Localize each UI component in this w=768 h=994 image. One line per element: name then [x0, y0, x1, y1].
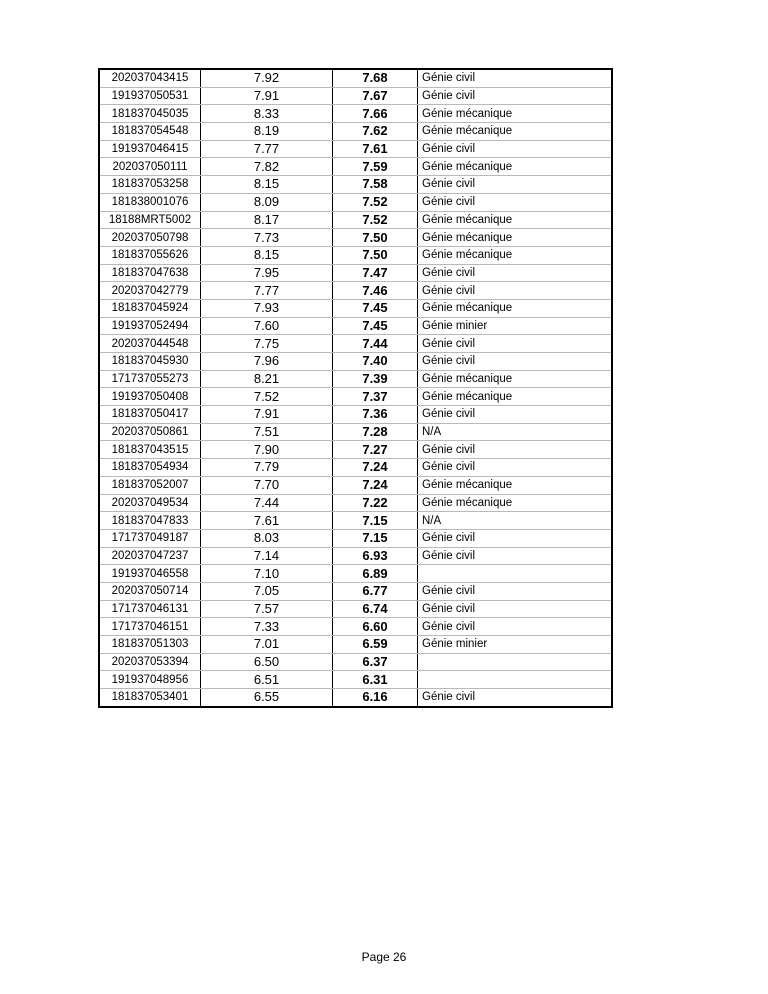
cell-score: 6.60 [333, 618, 418, 636]
cell-score: 7.15 [333, 512, 418, 530]
table-row [99, 689, 612, 707]
cell-student-id: 191937050531 [99, 87, 201, 105]
cell-department: Génie civil [418, 618, 613, 636]
table-row [99, 158, 612, 176]
cell-average: 7.14 [201, 547, 333, 565]
cell-department: Génie civil [418, 441, 613, 459]
cell-department: Génie civil [418, 193, 613, 211]
table-row [99, 653, 612, 671]
cell-department: Génie civil [418, 600, 613, 618]
cell-student-id: 191937046415 [99, 140, 201, 158]
cell-score: 7.67 [333, 87, 418, 105]
cell-department: Génie mécanique [418, 158, 613, 176]
cell-score: 7.66 [333, 105, 418, 123]
table-row [99, 636, 612, 654]
cell-score: 7.40 [333, 353, 418, 371]
table-row [99, 353, 612, 371]
cell-average: 6.51 [201, 671, 333, 689]
cell-average: 8.33 [201, 105, 333, 123]
table-row [99, 140, 612, 158]
table-row [99, 193, 612, 211]
cell-average: 7.73 [201, 229, 333, 247]
table-row [99, 264, 612, 282]
cell-average: 6.55 [201, 689, 333, 707]
cell-student-id: 181837047833 [99, 512, 201, 530]
cell-score: 7.52 [333, 193, 418, 211]
cell-average: 8.19 [201, 123, 333, 141]
cell-department: Génie civil [418, 335, 613, 353]
cell-student-id: 18188MRT5002 [99, 211, 201, 229]
table-row [99, 211, 612, 229]
cell-department: Génie minier [418, 317, 613, 335]
cell-score: 7.68 [333, 69, 418, 87]
table-row [99, 388, 612, 406]
cell-score: 7.36 [333, 406, 418, 424]
cell-score: 7.52 [333, 211, 418, 229]
cell-department: Génie mécanique [418, 494, 613, 512]
cell-student-id: 181837054934 [99, 459, 201, 477]
cell-score: 7.45 [333, 299, 418, 317]
cell-score: 7.37 [333, 388, 418, 406]
cell-score: 7.44 [333, 335, 418, 353]
cell-department: Génie civil [418, 547, 613, 565]
cell-student-id: 191937048956 [99, 671, 201, 689]
table-row [99, 600, 612, 618]
table-row [99, 69, 612, 87]
cell-average: 8.03 [201, 529, 333, 547]
cell-department: N/A [418, 512, 613, 530]
cell-average: 7.75 [201, 335, 333, 353]
table-row [99, 176, 612, 194]
cell-score: 7.59 [333, 158, 418, 176]
cell-score: 6.74 [333, 600, 418, 618]
cell-average: 7.10 [201, 565, 333, 583]
cell-score: 6.16 [333, 689, 418, 707]
cell-student-id: 202037043415 [99, 69, 201, 87]
cell-score: 6.59 [333, 636, 418, 654]
cell-average: 6.50 [201, 653, 333, 671]
cell-score: 7.39 [333, 370, 418, 388]
cell-student-id: 202037049534 [99, 494, 201, 512]
cell-average: 7.93 [201, 299, 333, 317]
cell-average: 8.21 [201, 370, 333, 388]
cell-student-id: 181837054548 [99, 123, 201, 141]
cell-department: Génie civil [418, 140, 613, 158]
cell-average: 7.33 [201, 618, 333, 636]
cell-student-id: 202037050714 [99, 582, 201, 600]
cell-average: 7.95 [201, 264, 333, 282]
cell-student-id: 181837045035 [99, 105, 201, 123]
table-row [99, 370, 612, 388]
cell-department: Génie civil [418, 406, 613, 424]
cell-student-id: 202037042779 [99, 282, 201, 300]
cell-average: 7.92 [201, 69, 333, 87]
cell-score: 7.24 [333, 459, 418, 477]
cell-score: 7.28 [333, 423, 418, 441]
table-row [99, 317, 612, 335]
cell-student-id: 202037044548 [99, 335, 201, 353]
cell-department: Génie mécanique [418, 105, 613, 123]
cell-score: 6.89 [333, 565, 418, 583]
cell-score: 7.47 [333, 264, 418, 282]
table-row [99, 423, 612, 441]
table-row [99, 335, 612, 353]
cell-average: 7.61 [201, 512, 333, 530]
cell-student-id: 181837051303 [99, 636, 201, 654]
cell-score: 7.24 [333, 476, 418, 494]
cell-department: Génie civil [418, 529, 613, 547]
cell-student-id: 181837045924 [99, 299, 201, 317]
cell-department [418, 565, 613, 583]
cell-student-id: 181837050417 [99, 406, 201, 424]
cell-score: 7.45 [333, 317, 418, 335]
table-row [99, 547, 612, 565]
table-row [99, 105, 612, 123]
cell-average: 7.77 [201, 140, 333, 158]
table-row [99, 476, 612, 494]
table-row [99, 406, 612, 424]
table-row [99, 299, 612, 317]
cell-department: Génie civil [418, 176, 613, 194]
cell-average: 7.44 [201, 494, 333, 512]
cell-score: 7.50 [333, 229, 418, 247]
cell-student-id: 171737049187 [99, 529, 201, 547]
cell-score: 7.62 [333, 123, 418, 141]
table-row [99, 671, 612, 689]
table-row [99, 229, 612, 247]
cell-student-id: 181837045930 [99, 353, 201, 371]
cell-average: 7.60 [201, 317, 333, 335]
cell-average: 8.15 [201, 246, 333, 264]
cell-department: Génie civil [418, 264, 613, 282]
cell-student-id: 202037053394 [99, 653, 201, 671]
cell-student-id: 181837047638 [99, 264, 201, 282]
cell-student-id: 171737055273 [99, 370, 201, 388]
cell-average: 7.96 [201, 353, 333, 371]
cell-average: 7.57 [201, 600, 333, 618]
cell-average: 7.01 [201, 636, 333, 654]
cell-department: Génie mécanique [418, 476, 613, 494]
cell-average: 7.79 [201, 459, 333, 477]
cell-score: 7.27 [333, 441, 418, 459]
cell-average: 7.05 [201, 582, 333, 600]
cell-student-id: 181837052007 [99, 476, 201, 494]
cell-average: 7.77 [201, 282, 333, 300]
cell-average: 7.51 [201, 423, 333, 441]
cell-student-id: 202037050861 [99, 423, 201, 441]
cell-department: Génie civil [418, 282, 613, 300]
page-number: Page 26 [361, 950, 407, 964]
cell-average: 7.91 [201, 87, 333, 105]
cell-department: Génie civil [418, 87, 613, 105]
table-row [99, 459, 612, 477]
cell-average: 7.52 [201, 388, 333, 406]
cell-student-id: 181838001076 [99, 193, 201, 211]
cell-student-id: 171737046151 [99, 618, 201, 636]
cell-student-id: 181837053258 [99, 176, 201, 194]
cell-score: 6.77 [333, 582, 418, 600]
cell-student-id: 202037050111 [99, 158, 201, 176]
table-row [99, 582, 612, 600]
cell-average: 7.70 [201, 476, 333, 494]
table-row [99, 529, 612, 547]
table-row [99, 441, 612, 459]
cell-department: Génie mécanique [418, 299, 613, 317]
cell-score: 7.15 [333, 529, 418, 547]
cell-student-id: 171737046131 [99, 600, 201, 618]
cell-department: Génie mécanique [418, 123, 613, 141]
cell-department: Génie mécanique [418, 229, 613, 247]
cell-score: 6.37 [333, 653, 418, 671]
cell-average: 8.09 [201, 193, 333, 211]
cell-department: Génie civil [418, 459, 613, 477]
cell-student-id: 181837043515 [99, 441, 201, 459]
cell-score: 7.58 [333, 176, 418, 194]
cell-department: Génie mécanique [418, 246, 613, 264]
cell-department [418, 653, 613, 671]
cell-department: Génie civil [418, 69, 613, 87]
cell-average: 7.91 [201, 406, 333, 424]
table-row [99, 565, 612, 583]
cell-score: 7.50 [333, 246, 418, 264]
cell-department: N/A [418, 423, 613, 441]
table-body [99, 69, 612, 707]
cell-score: 7.61 [333, 140, 418, 158]
cell-department: Génie minier [418, 636, 613, 654]
results-table [98, 68, 613, 708]
cell-score: 6.93 [333, 547, 418, 565]
cell-student-id: 191937046558 [99, 565, 201, 583]
cell-student-id: 181837055626 [99, 246, 201, 264]
cell-average: 8.17 [201, 211, 333, 229]
cell-average: 8.15 [201, 176, 333, 194]
table-row [99, 123, 612, 141]
cell-student-id: 202037050798 [99, 229, 201, 247]
cell-average: 7.82 [201, 158, 333, 176]
table-row [99, 282, 612, 300]
cell-score: 7.22 [333, 494, 418, 512]
cell-department: Génie mécanique [418, 388, 613, 406]
cell-department: Génie civil [418, 582, 613, 600]
cell-student-id: 191937052494 [99, 317, 201, 335]
cell-student-id: 181837053401 [99, 689, 201, 707]
cell-department: Génie civil [418, 353, 613, 371]
cell-average: 7.90 [201, 441, 333, 459]
table-row [99, 87, 612, 105]
cell-student-id: 191937050408 [99, 388, 201, 406]
cell-score: 7.46 [333, 282, 418, 300]
cell-department: Génie mécanique [418, 370, 613, 388]
cell-score: 6.31 [333, 671, 418, 689]
table-row [99, 512, 612, 530]
cell-department: Génie mécanique [418, 211, 613, 229]
cell-department: Génie civil [418, 689, 613, 707]
cell-department [418, 671, 613, 689]
table-row [99, 494, 612, 512]
table-row [99, 618, 612, 636]
table-row [99, 246, 612, 264]
cell-student-id: 202037047237 [99, 547, 201, 565]
